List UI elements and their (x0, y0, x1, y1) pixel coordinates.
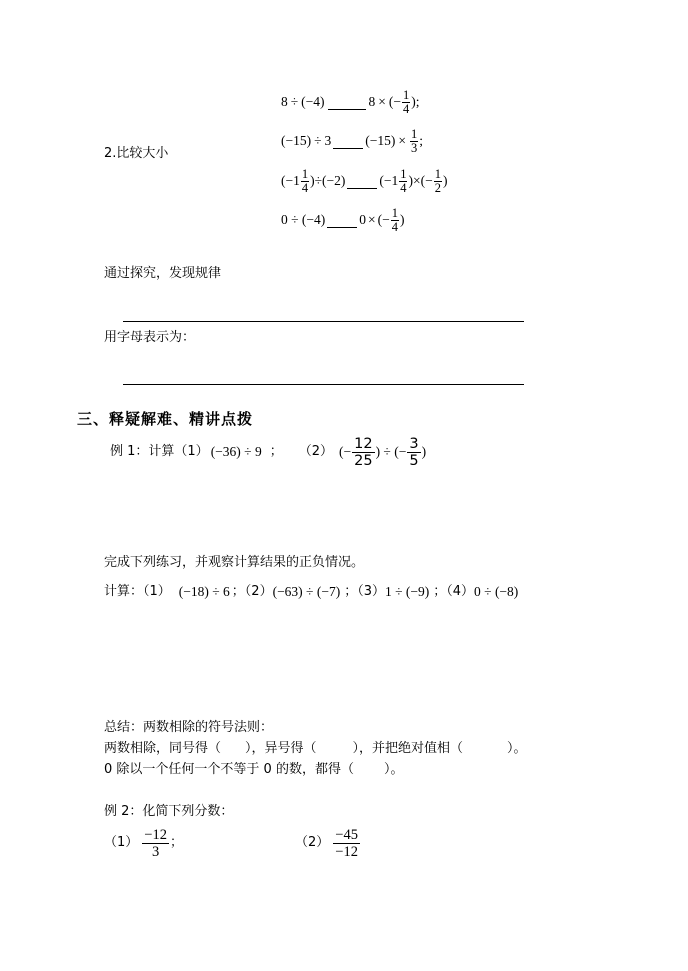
divide-sign: ÷ (314, 133, 322, 148)
fraction: $\frac{1}{4}$ (400, 166, 407, 195)
summary-line-2: 0 除以一个任何一个不等于 0 的数，都得（ ）。 (104, 762, 404, 777)
operand: )×(− (408, 173, 433, 188)
times-sign: × (398, 133, 407, 148)
operand: 3 (324, 133, 332, 148)
paren: ); (411, 94, 420, 109)
expression: 0 ÷ (−8) (474, 584, 519, 599)
paren: ) (442, 173, 448, 188)
expression: (−36) ÷ 9 (210, 444, 262, 459)
fraction: $\frac{-45}{-12}$ (335, 826, 358, 860)
operand: 0 (359, 212, 367, 227)
operand: )÷(−2) (310, 173, 346, 188)
fraction: $\frac{1}{4}$ (403, 87, 410, 116)
answer-blank[interactable] (328, 108, 366, 110)
item-label: （2） (298, 444, 333, 459)
compare-label: 2.比较大小 (104, 146, 169, 161)
fraction: $\frac{12}{25}$ (354, 435, 373, 469)
paren: (− (388, 94, 402, 109)
semicolon: ; (419, 133, 424, 148)
paren: (− (377, 212, 390, 227)
example-label: 例 1：计算（1） (110, 444, 209, 459)
compare-row-3 (281, 163, 447, 199)
times-sign: × (378, 94, 386, 109)
paren: ) (400, 212, 405, 227)
separator: ； (169, 835, 183, 850)
item-label: ；（4） (433, 584, 475, 599)
item-label: ；（2） (231, 584, 273, 599)
practice-row (104, 582, 518, 602)
item-label: （2） (295, 835, 330, 850)
answer-blank[interactable] (347, 187, 377, 189)
example-2-item-2 (295, 822, 361, 864)
practice-intro: 完成下列练习，并观察计算结果的正负情况。 (104, 555, 365, 570)
example-2-item-1 (104, 822, 183, 864)
explore-prompt: 通过探究，发现规律 (104, 266, 222, 281)
summary-line-1: 两数相除，同号得（ ），异号得（ ），并把绝对值相（ ）。 (104, 741, 527, 756)
paren: (−1 (281, 173, 300, 188)
expression: 1 ÷ (−9) (384, 584, 430, 599)
operand: 8 (281, 94, 288, 109)
compare-row-1 (281, 84, 420, 120)
example-1 (110, 432, 426, 472)
operand: ) ÷ (− (375, 444, 407, 459)
item-label: （1） (104, 835, 139, 850)
summary-title: 总结：两数相除的符号法则： (104, 720, 274, 735)
letters-prompt: 用字母表示为： (104, 330, 196, 345)
separator: ； (269, 444, 283, 459)
compare-row-4 (281, 202, 405, 238)
expression: (−18) ÷ 6 (178, 584, 230, 599)
item-label: ；（3） (344, 584, 385, 599)
operand: (−4) (301, 94, 325, 109)
paren: (−1 (379, 173, 399, 188)
fraction: $\frac{1}{2}$ (434, 166, 441, 195)
fraction: $\frac{-12}{3}$ (144, 826, 167, 860)
answer-blank[interactable] (333, 147, 363, 149)
fraction: $\frac{1}{3}$ (411, 126, 418, 155)
expression: (−63) ÷ (−7) (272, 584, 341, 599)
answer-line[interactable] (123, 321, 524, 322)
times-sign: × (368, 212, 376, 227)
example-2-title: 例 2：化简下列分数： (104, 804, 234, 819)
item-label: 计算：（1） (104, 584, 171, 599)
fraction: $\frac{1}{4}$ (301, 166, 309, 195)
answer-line[interactable] (123, 384, 524, 385)
compare-row-2 (281, 123, 423, 159)
operand: 0 ÷ (−4) (281, 212, 326, 227)
divide-sign: ÷ (290, 94, 299, 109)
fraction: $\frac{1}{4}$ (391, 205, 398, 234)
answer-blank[interactable] (327, 226, 357, 228)
paren: (− (339, 444, 352, 459)
section-heading: 三、释疑解难、精讲点拨 (77, 410, 254, 428)
operand: (−15) (365, 133, 396, 148)
operand: (−15) (281, 133, 312, 148)
operand: 8 (368, 94, 376, 109)
paren: ) (421, 444, 427, 459)
fraction: $\frac{3}{5}$ (409, 435, 419, 469)
